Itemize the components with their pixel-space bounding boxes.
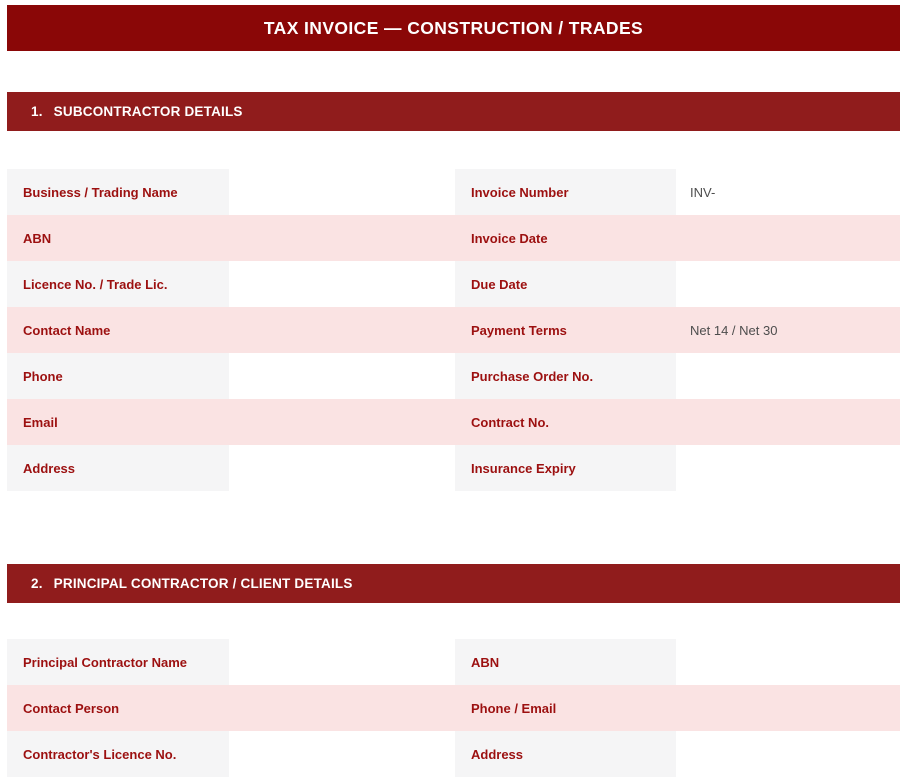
field-label: Licence No. / Trade Lic. bbox=[7, 261, 229, 307]
field-label: Business / Trading Name bbox=[7, 169, 229, 215]
field-label: Purchase Order No. bbox=[455, 353, 676, 399]
section-principal-contractor-details bbox=[7, 564, 900, 777]
field-value bbox=[676, 215, 900, 261]
field-value bbox=[676, 261, 900, 307]
field-value bbox=[676, 685, 900, 731]
field-value bbox=[676, 445, 900, 491]
field-value bbox=[229, 731, 455, 777]
field-label: Principal Contractor Name bbox=[7, 639, 229, 685]
field-value bbox=[229, 169, 455, 215]
field-label: Contract No. bbox=[455, 399, 676, 445]
section-title: SUBCONTRACTOR DETAILS bbox=[53, 104, 243, 119]
field-value bbox=[229, 445, 455, 491]
field-label: Email bbox=[7, 399, 229, 445]
field-label: Invoice Number bbox=[455, 169, 676, 215]
field-label: Due Date bbox=[455, 261, 676, 307]
field-label: Phone / Email bbox=[455, 685, 676, 731]
field-label: ABN bbox=[7, 215, 229, 261]
field-label: Contact Person bbox=[7, 685, 229, 731]
section-title: PRINCIPAL CONTRACTOR / CLIENT DETAILS bbox=[53, 576, 353, 591]
section-number: 1. bbox=[31, 104, 43, 119]
field-value bbox=[229, 307, 455, 353]
field-label: Address bbox=[455, 731, 676, 777]
field-value: Net 14 / Net 30 bbox=[676, 307, 900, 353]
details-table bbox=[7, 169, 900, 491]
section-number: 2. bbox=[31, 576, 43, 591]
field-value bbox=[229, 685, 455, 731]
section-subcontractor-details bbox=[7, 92, 900, 491]
field-value bbox=[229, 215, 455, 261]
field-label: Phone bbox=[7, 353, 229, 399]
field-value bbox=[229, 261, 455, 307]
field-value bbox=[676, 399, 900, 445]
details-table bbox=[7, 639, 900, 777]
field-label: ABN bbox=[455, 639, 676, 685]
field-label: Address bbox=[7, 445, 229, 491]
field-label: Insurance Expiry bbox=[455, 445, 676, 491]
field-value bbox=[229, 639, 455, 685]
field-label: Invoice Date bbox=[455, 215, 676, 261]
invoice-title: TAX INVOICE — CONSTRUCTION / TRADES bbox=[263, 17, 644, 38]
field-label: Contact Name bbox=[7, 307, 229, 353]
field-label: Contractor's Licence No. bbox=[7, 731, 229, 777]
field-label: Payment Terms bbox=[455, 307, 676, 353]
field-value bbox=[676, 731, 900, 777]
section-header bbox=[7, 92, 900, 131]
field-value bbox=[229, 399, 455, 445]
field-value bbox=[676, 353, 900, 399]
field-value bbox=[676, 639, 900, 685]
field-value: INV- bbox=[676, 169, 900, 215]
section-header bbox=[7, 564, 900, 603]
invoice-title-bar bbox=[7, 5, 900, 51]
field-value bbox=[229, 353, 455, 399]
